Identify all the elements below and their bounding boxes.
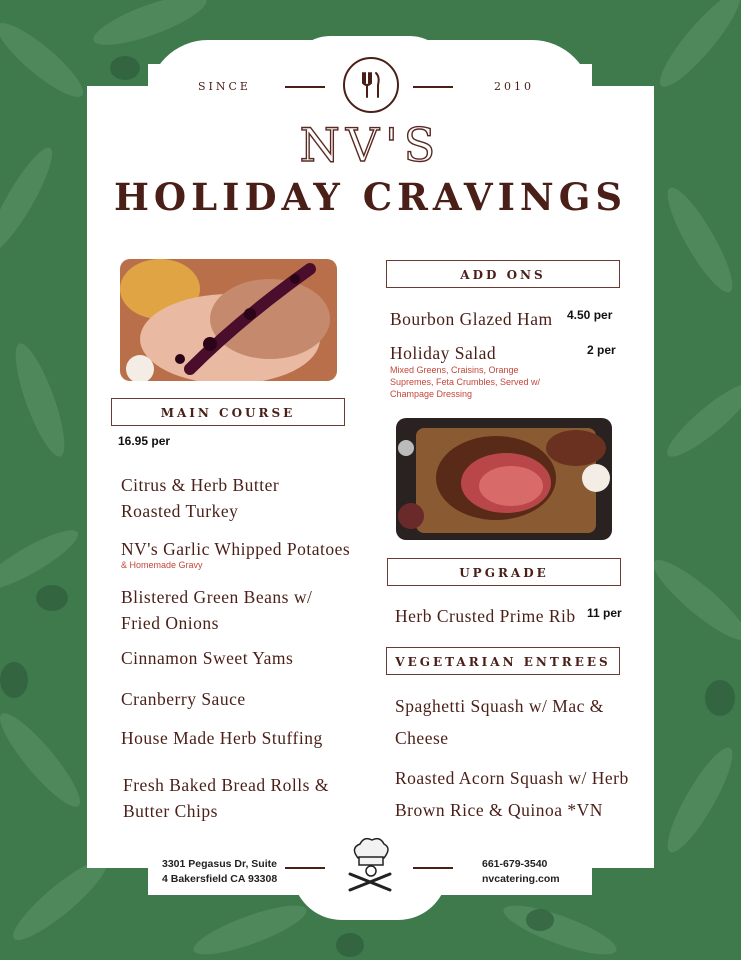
main-item-bread-rolls bbox=[123, 772, 329, 824]
main-item-stuffing: House Made Herb Stuffing bbox=[121, 728, 323, 748]
since-label: SINCE bbox=[198, 80, 251, 93]
year-label: 2010 bbox=[494, 80, 534, 93]
phone-number[interactable]: 661-679-3540 bbox=[482, 858, 548, 870]
upgrade-item: Herb Crusted Prime Rib bbox=[395, 606, 576, 626]
item-line: Blistered Green Beans w/ bbox=[121, 587, 313, 607]
item-line: Fresh Baked Bread Rolls & bbox=[123, 775, 329, 795]
page-title: HOLIDAY CRAVINGS bbox=[113, 175, 628, 219]
main-item-potatoes-note: & Homemade Gravy bbox=[121, 560, 203, 570]
veg-item-spaghetti-squash bbox=[395, 690, 604, 754]
footer-divider-right bbox=[413, 867, 453, 869]
main-course-price: 16.95 per bbox=[118, 434, 171, 448]
item-line: Brown Rice & Quinoa *VN bbox=[395, 800, 603, 820]
main-item-yams: Cinnamon Sweet Yams bbox=[121, 648, 294, 668]
addon-salad-note bbox=[390, 364, 540, 400]
item-line: Butter Chips bbox=[123, 801, 218, 821]
item-line: Cheese bbox=[395, 728, 449, 748]
item-line: Roasted Acorn Squash w/ Herb bbox=[395, 768, 629, 788]
item-line: Citrus & Herb Butter bbox=[121, 475, 280, 495]
item-line: Roasted Turkey bbox=[121, 501, 239, 521]
item-line: Fried Onions bbox=[121, 613, 219, 633]
addon-ham-price: 4.50 per bbox=[567, 308, 613, 322]
vegetarian-heading: VEGETARIAN ENTREES bbox=[386, 647, 620, 675]
upgrade-heading: UPGRADE bbox=[387, 558, 621, 586]
addon-salad: Holiday Salad bbox=[390, 343, 497, 363]
note-line: Champage Dressing bbox=[390, 389, 473, 399]
main-item-green-beans bbox=[121, 584, 312, 636]
note-line: Supremes, Feta Crumbles, Served w/ bbox=[390, 377, 541, 387]
addon-salad-price: 2 per bbox=[587, 343, 616, 357]
add-ons-heading: ADD ONS bbox=[386, 260, 620, 288]
item-line: Spaghetti Squash w/ Mac & bbox=[395, 696, 604, 716]
address-line: 3301 Pegasus Dr, Suite bbox=[162, 858, 277, 870]
main-item-cranberry: Cranberry Sauce bbox=[121, 689, 246, 709]
website-link[interactable]: nvcatering.com bbox=[482, 873, 560, 885]
veg-item-acorn-squash bbox=[395, 762, 629, 826]
fork-knife-icon bbox=[343, 57, 399, 113]
addon-ham: Bourbon Glazed Ham bbox=[390, 309, 553, 329]
turkey-photo bbox=[120, 259, 337, 381]
note-line: Mixed Greens, Craisins, Orange bbox=[390, 365, 519, 375]
main-item-potatoes: NV's Garlic Whipped Potatoes bbox=[121, 539, 351, 559]
chef-hat-icon bbox=[342, 836, 398, 894]
upgrade-price: 11 per bbox=[587, 606, 622, 620]
divider-right bbox=[413, 86, 453, 88]
prime-rib-photo bbox=[396, 418, 612, 540]
main-item-turkey bbox=[121, 472, 279, 524]
footer-divider-left bbox=[285, 867, 325, 869]
divider-left bbox=[285, 86, 325, 88]
brand-name: NV'S bbox=[299, 118, 442, 172]
main-course-heading: MAIN COURSE bbox=[111, 398, 345, 426]
address-line: 4 Bakersfield CA 93308 bbox=[162, 873, 278, 885]
address bbox=[162, 857, 277, 887]
contact bbox=[482, 857, 560, 887]
